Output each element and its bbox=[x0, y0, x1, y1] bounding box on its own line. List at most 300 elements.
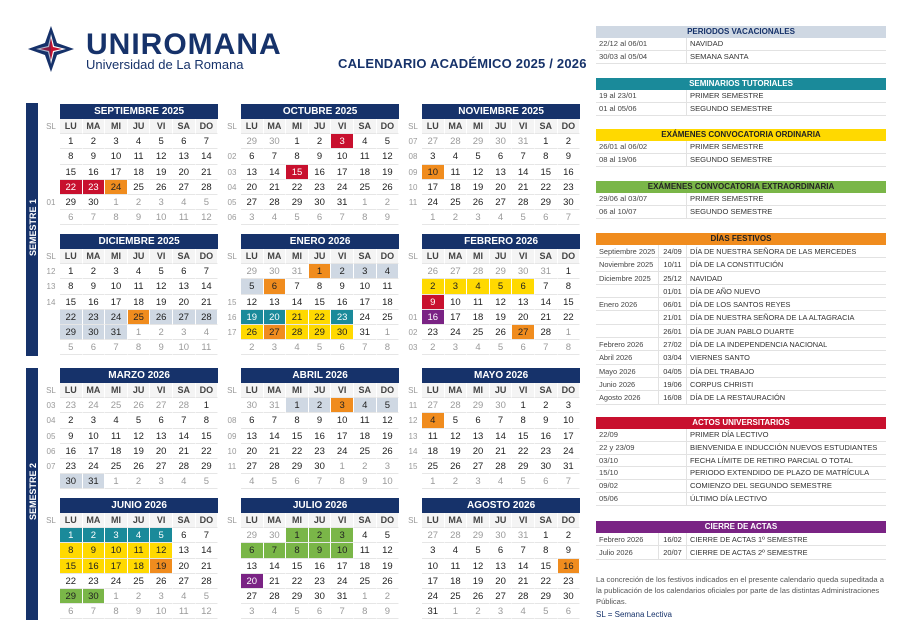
weekday-header: MI bbox=[286, 513, 309, 528]
weekday-header: LU bbox=[60, 513, 83, 528]
day-cell: 17 bbox=[445, 310, 468, 325]
day-cell: 5 bbox=[535, 604, 558, 619]
day-cell: 18 bbox=[354, 559, 377, 574]
weekday-header: SA bbox=[535, 249, 558, 264]
weekday-header: VI bbox=[331, 119, 354, 134]
row-description: DÍA DE NUESTRA SEÑORA DE LA ALTAGRACIA bbox=[686, 311, 886, 323]
day-cell: 1 bbox=[105, 195, 128, 210]
day-cell: 17 bbox=[331, 559, 354, 574]
weekday-header: VI bbox=[150, 513, 173, 528]
day-cell: 6 bbox=[241, 149, 264, 164]
day-cell: 23 bbox=[331, 310, 354, 325]
day-cell: 24 bbox=[354, 310, 377, 325]
ordinaria-title: EXÁMENES CONVOCATORIA ORDINARIA bbox=[596, 129, 886, 141]
day-cell: 28 bbox=[264, 589, 287, 604]
row-month: Febrero 2026 bbox=[599, 535, 644, 544]
month-grid bbox=[60, 513, 218, 619]
day-cell: 12 bbox=[467, 165, 490, 180]
sl-week-number bbox=[223, 528, 241, 543]
sl-header: SL bbox=[227, 516, 237, 525]
day-cell: 20 bbox=[150, 444, 173, 459]
legend: SL = Semana Lectiva bbox=[596, 610, 672, 619]
sl-week-number bbox=[42, 574, 60, 589]
day-cell: 1 bbox=[60, 264, 83, 279]
weekday-header: MI bbox=[467, 383, 490, 398]
day-cell: 1 bbox=[331, 459, 354, 474]
day-cell: 4 bbox=[422, 413, 445, 428]
day-cell: 26 bbox=[377, 444, 400, 459]
day-cell: 9 bbox=[422, 295, 445, 310]
row-month bbox=[596, 311, 658, 323]
day-cell: 26 bbox=[422, 264, 445, 279]
day-cell: 12 bbox=[150, 279, 173, 294]
day-cell: 22 bbox=[512, 444, 535, 459]
day-cell: 5 bbox=[377, 398, 400, 413]
weekday-header: SA bbox=[354, 513, 377, 528]
weekday-header: DO bbox=[196, 513, 219, 528]
row-date: 06/01 bbox=[658, 298, 686, 310]
day-cell: 2 bbox=[309, 398, 332, 413]
cierre-row bbox=[596, 546, 886, 559]
day-cell: 11 bbox=[377, 279, 400, 294]
semester-2-label: SEMESTRE 2 bbox=[28, 462, 38, 520]
day-cell: 8 bbox=[286, 543, 309, 558]
row-description: DÍA DE LA INDEPENDENCIA NACIONAL bbox=[686, 338, 886, 350]
weekday-header: DO bbox=[196, 249, 219, 264]
weekday-header: SA bbox=[354, 119, 377, 134]
day-cell: 14 bbox=[512, 559, 535, 574]
day-cell: 6 bbox=[173, 134, 196, 149]
sl-header: SL bbox=[227, 252, 237, 261]
day-cell: 23 bbox=[309, 444, 332, 459]
day-cell: 1 bbox=[128, 325, 151, 340]
semana-lectiva-column bbox=[42, 249, 60, 355]
sl-header: SL bbox=[46, 252, 56, 261]
sl-week-number bbox=[223, 543, 241, 558]
day-cell: 9 bbox=[128, 604, 151, 619]
sl-week-number: 06 bbox=[46, 446, 56, 456]
day-cell: 17 bbox=[422, 180, 445, 195]
day-cell: 31 bbox=[331, 195, 354, 210]
day-cell: 25 bbox=[422, 459, 445, 474]
row-description: DÍA DE JUAN PABLO DUARTE bbox=[686, 325, 886, 337]
festivos-row bbox=[596, 351, 886, 364]
row-date: 03/04 bbox=[658, 351, 686, 363]
month-title: MAYO 2026 bbox=[422, 368, 580, 383]
row-month: Mayo 2026 bbox=[599, 366, 636, 376]
day-cell: 23 bbox=[558, 180, 581, 195]
day-cell: 5 bbox=[377, 134, 400, 149]
seminarios-row bbox=[596, 103, 886, 116]
row-description: COMIENZO DEL SEGUNDO SEMESTRE bbox=[686, 480, 886, 492]
day-cell: 2 bbox=[128, 589, 151, 604]
day-cell: 28 bbox=[173, 459, 196, 474]
day-cell: 31 bbox=[83, 474, 106, 489]
weekday-header: JU bbox=[309, 383, 332, 398]
weekday-header: MA bbox=[445, 513, 468, 528]
day-cell: 3 bbox=[354, 264, 377, 279]
day-cell: 28 bbox=[264, 195, 287, 210]
day-cell: 11 bbox=[128, 149, 151, 164]
day-cell: 27 bbox=[150, 459, 173, 474]
day-cell: 10 bbox=[105, 149, 128, 164]
sl-week-number: 04 bbox=[46, 416, 56, 426]
day-cell: 2 bbox=[128, 195, 151, 210]
day-cell: 23 bbox=[83, 180, 106, 195]
day-cell: 12 bbox=[196, 210, 219, 225]
sl-week-number: 13 bbox=[408, 431, 418, 441]
day-cell: 4 bbox=[512, 604, 535, 619]
row-description: CIERRE DE ACTAS 2º SEMESTRE bbox=[686, 546, 886, 558]
day-cell: 28 bbox=[445, 528, 468, 543]
day-cell: 30 bbox=[558, 589, 581, 604]
day-cell: 6 bbox=[241, 543, 264, 558]
weekday-header: JU bbox=[490, 119, 513, 134]
row-date: 01 al 05/06 bbox=[599, 103, 637, 113]
semana-lectiva-column bbox=[404, 383, 422, 489]
day-cell: 14 bbox=[196, 543, 219, 558]
row-date: 26/01 bbox=[658, 325, 686, 337]
day-cell: 30 bbox=[264, 134, 287, 149]
sl-week-number: 08 bbox=[227, 416, 237, 426]
day-cell: 15 bbox=[512, 429, 535, 444]
sl-week-number bbox=[223, 279, 241, 294]
day-cell: 7 bbox=[558, 210, 581, 225]
day-cell: 29 bbox=[286, 459, 309, 474]
day-cell: 20 bbox=[241, 574, 264, 589]
sl-week-number bbox=[42, 180, 60, 195]
day-cell: 5 bbox=[512, 474, 535, 489]
day-cell: 1 bbox=[422, 474, 445, 489]
day-cell: 4 bbox=[264, 210, 287, 225]
row-description: PRIMER DÍA LECTIVO bbox=[686, 429, 886, 441]
sl-header: SL bbox=[46, 516, 56, 525]
day-cell: 23 bbox=[309, 180, 332, 195]
weekday-header: SA bbox=[535, 119, 558, 134]
day-cell: 2 bbox=[354, 459, 377, 474]
day-cell: 24 bbox=[105, 310, 128, 325]
day-cell: 10 bbox=[354, 279, 377, 294]
sl-week-number: 09 bbox=[227, 431, 237, 441]
row-description: SEGUNDO SEMESTRE bbox=[686, 206, 886, 218]
day-cell: 18 bbox=[128, 165, 151, 180]
day-cell: 5 bbox=[241, 279, 264, 294]
day-cell: 6 bbox=[241, 413, 264, 428]
festivos-row bbox=[596, 298, 886, 311]
day-cell: 9 bbox=[128, 210, 151, 225]
row-description: PRIMER SEMESTRE bbox=[686, 141, 886, 153]
day-cell: 27 bbox=[150, 398, 173, 413]
sl-week-number bbox=[404, 279, 422, 294]
sl-week-number bbox=[223, 264, 241, 279]
day-cell: 29 bbox=[286, 195, 309, 210]
row-date: 30/03 al 05/04 bbox=[599, 51, 648, 61]
sl-week-number: 11 bbox=[227, 461, 237, 471]
weekday-header: LU bbox=[422, 513, 445, 528]
day-cell: 9 bbox=[377, 210, 400, 225]
weekday-header: LU bbox=[60, 119, 83, 134]
row-description: SEGUNDO SEMESTRE bbox=[686, 154, 886, 166]
day-cell: 28 bbox=[173, 398, 196, 413]
day-cell: 8 bbox=[128, 340, 151, 355]
sl-week-number: 09 bbox=[408, 167, 418, 177]
actos-row bbox=[596, 429, 886, 442]
day-cell: 5 bbox=[60, 340, 83, 355]
row-date: 19/06 bbox=[658, 378, 686, 390]
day-cell: 17 bbox=[105, 165, 128, 180]
day-cell: 4 bbox=[196, 325, 219, 340]
day-cell: 7 bbox=[196, 528, 219, 543]
sl-header: SL bbox=[408, 252, 418, 261]
sl-week-number bbox=[223, 604, 241, 619]
day-cell: 22 bbox=[309, 310, 332, 325]
sl-week-number: 03 bbox=[227, 167, 237, 177]
sl-week-number bbox=[42, 134, 60, 149]
day-cell: 3 bbox=[377, 459, 400, 474]
day-cell: 6 bbox=[309, 604, 332, 619]
day-cell: 26 bbox=[377, 574, 400, 589]
day-cell: 4 bbox=[286, 340, 309, 355]
sl-week-number bbox=[223, 574, 241, 589]
weekday-header: JU bbox=[309, 119, 332, 134]
day-cell: 1 bbox=[60, 134, 83, 149]
day-cell: 12 bbox=[490, 295, 513, 310]
day-cell: 8 bbox=[377, 340, 400, 355]
day-cell: 3 bbox=[264, 340, 287, 355]
day-cell: 15 bbox=[286, 559, 309, 574]
sl-week-number: 03 bbox=[46, 401, 56, 411]
day-cell: 29 bbox=[512, 459, 535, 474]
day-cell: 1 bbox=[309, 264, 332, 279]
day-cell: 29 bbox=[60, 325, 83, 340]
day-cell: 6 bbox=[173, 264, 196, 279]
day-cell: 30 bbox=[309, 195, 332, 210]
day-cell: 5 bbox=[309, 340, 332, 355]
day-cell: 1 bbox=[535, 134, 558, 149]
day-cell: 14 bbox=[286, 295, 309, 310]
semana-lectiva-column bbox=[223, 249, 241, 355]
day-cell: 25 bbox=[445, 195, 468, 210]
actos-rows bbox=[596, 429, 886, 506]
day-cell: 7 bbox=[286, 279, 309, 294]
day-cell: 6 bbox=[286, 474, 309, 489]
periodos-row bbox=[596, 38, 886, 51]
weekday-header: JU bbox=[490, 249, 513, 264]
day-cell: 14 bbox=[196, 149, 219, 164]
footnote: La concreción de los festivos indicados en el presente calendario queda supeditada a la publicación de los calendarios oficiales por parte de las distintas Administraciones Públicas. bbox=[596, 575, 884, 606]
periodos-panel bbox=[596, 26, 886, 64]
weekday-header: MI bbox=[105, 119, 128, 134]
month-grid bbox=[60, 249, 218, 355]
day-cell: 1 bbox=[60, 528, 83, 543]
day-cell: 20 bbox=[173, 295, 196, 310]
day-cell: 30 bbox=[535, 459, 558, 474]
day-cell: 11 bbox=[196, 340, 219, 355]
day-cell: 20 bbox=[490, 180, 513, 195]
day-cell: 4 bbox=[354, 528, 377, 543]
sl-week-number bbox=[223, 559, 241, 574]
semana-lectiva-column bbox=[223, 513, 241, 619]
weekday-header: MA bbox=[264, 513, 287, 528]
day-cell: 10 bbox=[445, 295, 468, 310]
festivos-rows bbox=[596, 245, 886, 405]
day-cell: 8 bbox=[331, 474, 354, 489]
festivos-row bbox=[596, 325, 886, 338]
day-cell: 2 bbox=[422, 340, 445, 355]
day-cell: 23 bbox=[83, 310, 106, 325]
row-description: NAVIDAD bbox=[686, 38, 886, 50]
day-cell: 5 bbox=[150, 264, 173, 279]
month-title: SEPTIEMBRE 2025 bbox=[60, 104, 218, 119]
day-cell: 1 bbox=[286, 528, 309, 543]
sl-header: SL bbox=[408, 386, 418, 395]
row-month bbox=[596, 285, 658, 297]
row-description: PRIMER SEMESTRE bbox=[686, 90, 886, 102]
day-cell: 16 bbox=[83, 559, 106, 574]
day-cell: 27 bbox=[422, 398, 445, 413]
day-cell: 6 bbox=[535, 474, 558, 489]
day-cell: 27 bbox=[490, 589, 513, 604]
day-cell: 28 bbox=[512, 589, 535, 604]
day-cell: 8 bbox=[105, 210, 128, 225]
day-cell: 1 bbox=[512, 398, 535, 413]
day-cell: 9 bbox=[83, 279, 106, 294]
day-cell: 11 bbox=[128, 543, 151, 558]
festivos-row bbox=[596, 258, 886, 271]
day-cell: 18 bbox=[467, 310, 490, 325]
day-cell: 18 bbox=[128, 295, 151, 310]
day-cell: 9 bbox=[558, 149, 581, 164]
festivos-title: DÍAS FESTIVOS bbox=[596, 233, 886, 245]
day-cell: 26 bbox=[490, 325, 513, 340]
day-cell: 29 bbox=[467, 398, 490, 413]
sl-header: SL bbox=[408, 516, 418, 525]
day-cell: 2 bbox=[83, 528, 106, 543]
day-cell: 30 bbox=[558, 195, 581, 210]
day-cell: 2 bbox=[377, 589, 400, 604]
sl-week-number bbox=[42, 325, 60, 340]
day-cell: 16 bbox=[331, 295, 354, 310]
weekday-header: SA bbox=[173, 119, 196, 134]
day-cell: 1 bbox=[354, 589, 377, 604]
day-cell: 20 bbox=[490, 574, 513, 589]
day-cell: 1 bbox=[558, 264, 581, 279]
day-cell: 7 bbox=[83, 210, 106, 225]
day-cell: 24 bbox=[105, 574, 128, 589]
day-cell: 28 bbox=[467, 264, 490, 279]
day-cell: 5 bbox=[286, 210, 309, 225]
month-grid bbox=[422, 383, 580, 489]
sl-header: SL bbox=[227, 122, 237, 131]
day-cell: 30 bbox=[83, 195, 106, 210]
sl-header: SL bbox=[46, 386, 56, 395]
row-month: Junio 2026 bbox=[599, 379, 636, 389]
row-description: VIERNES SANTO bbox=[686, 351, 886, 363]
row-month: Noviembre 2025 bbox=[599, 260, 654, 270]
actos-row bbox=[596, 493, 886, 506]
day-cell: 10 bbox=[173, 340, 196, 355]
day-cell: 29 bbox=[286, 589, 309, 604]
day-cell: 27 bbox=[422, 528, 445, 543]
day-cell: 27 bbox=[467, 459, 490, 474]
day-cell: 22 bbox=[60, 574, 83, 589]
weekday-header: MA bbox=[83, 249, 106, 264]
day-cell: 23 bbox=[83, 574, 106, 589]
day-cell: 3 bbox=[490, 604, 513, 619]
day-cell: 26 bbox=[467, 195, 490, 210]
day-cell: 19 bbox=[150, 165, 173, 180]
day-cell: 6 bbox=[264, 279, 287, 294]
day-cell: 22 bbox=[286, 444, 309, 459]
weekday-header: MA bbox=[83, 119, 106, 134]
weekday-header: DO bbox=[558, 513, 581, 528]
compass-star-icon bbox=[26, 24, 76, 74]
weekday-header: MI bbox=[105, 383, 128, 398]
row-date: 06 al 10/07 bbox=[599, 206, 637, 216]
weekday-header: JU bbox=[309, 249, 332, 264]
day-cell: 4 bbox=[128, 528, 151, 543]
day-cell: 11 bbox=[354, 413, 377, 428]
sl-week-number bbox=[42, 149, 60, 164]
row-month: Septiembre 2025 bbox=[599, 247, 656, 256]
day-cell: 13 bbox=[490, 559, 513, 574]
day-cell: 24 bbox=[558, 444, 581, 459]
day-cell: 11 bbox=[128, 279, 151, 294]
day-cell: 4 bbox=[490, 210, 513, 225]
weekday-header: LU bbox=[241, 383, 264, 398]
day-cell: 2 bbox=[422, 279, 445, 294]
weekday-header: LU bbox=[422, 249, 445, 264]
festivos-row bbox=[596, 391, 886, 404]
day-cell: 1 bbox=[354, 195, 377, 210]
row-date: 16/08 bbox=[658, 391, 686, 403]
day-cell: 24 bbox=[83, 459, 106, 474]
month-title: OCTUBRE 2025 bbox=[241, 104, 399, 119]
weekday-header: JU bbox=[309, 513, 332, 528]
day-cell: 20 bbox=[512, 310, 535, 325]
day-cell: 1 bbox=[105, 474, 128, 489]
day-cell: 6 bbox=[467, 413, 490, 428]
day-cell: 31 bbox=[535, 264, 558, 279]
day-cell: 8 bbox=[512, 413, 535, 428]
sl-week-number bbox=[404, 604, 422, 619]
day-cell: 21 bbox=[535, 310, 558, 325]
day-cell: 24 bbox=[422, 589, 445, 604]
row-description: PRIMER SEMESTRE bbox=[686, 193, 886, 205]
sl-week-number: 07 bbox=[46, 461, 56, 471]
day-cell: 6 bbox=[60, 604, 83, 619]
weekday-header: VI bbox=[150, 249, 173, 264]
day-cell: 9 bbox=[558, 543, 581, 558]
weekday-header: SA bbox=[354, 249, 377, 264]
day-cell: 29 bbox=[241, 528, 264, 543]
sl-week-number bbox=[223, 589, 241, 604]
festivos-row bbox=[596, 272, 886, 285]
day-cell: 6 bbox=[60, 210, 83, 225]
day-cell: 13 bbox=[467, 429, 490, 444]
row-month: Enero 2026 bbox=[599, 300, 638, 310]
row-date: 08 al 19/06 bbox=[599, 154, 637, 164]
sl-week-number bbox=[223, 398, 241, 413]
day-cell: 10 bbox=[105, 543, 128, 558]
day-cell: 13 bbox=[241, 559, 264, 574]
weekday-header: SA bbox=[535, 513, 558, 528]
seminarios-panel bbox=[596, 78, 886, 116]
day-cell: 5 bbox=[512, 210, 535, 225]
weekday-header: DO bbox=[377, 249, 400, 264]
day-cell: 17 bbox=[331, 429, 354, 444]
sl-week-number: 10 bbox=[408, 182, 418, 192]
